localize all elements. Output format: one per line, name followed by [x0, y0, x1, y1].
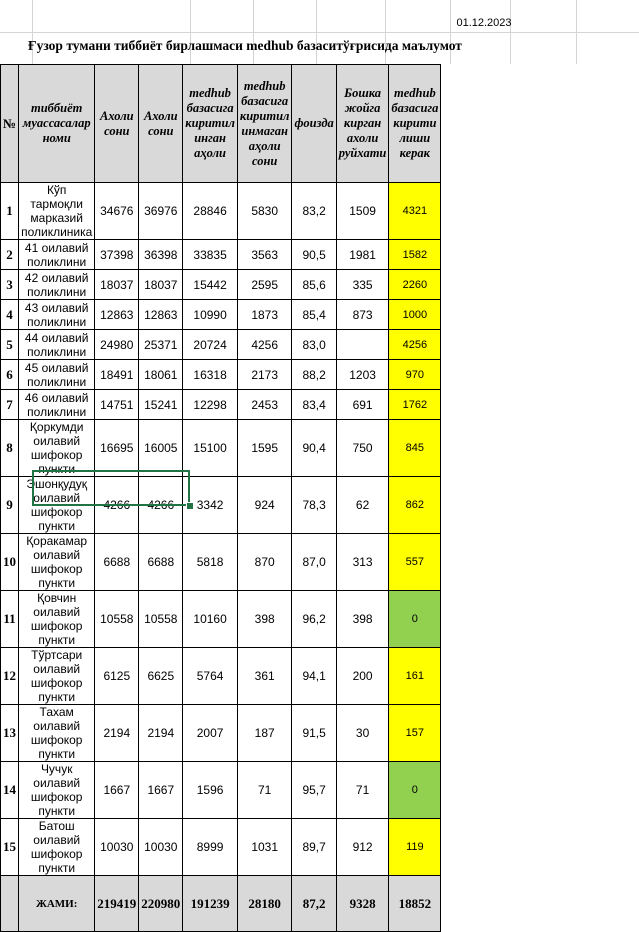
total-population-cell-2[interactable]: 220980	[139, 876, 183, 932]
percent-cell[interactable]: 87,0	[292, 534, 336, 591]
moved-cell[interactable]: 200	[336, 648, 389, 705]
population-cell-2[interactable]: 16005	[139, 420, 183, 477]
moved-cell[interactable]: 691	[336, 390, 389, 420]
institution-name-cell[interactable]: Батош оилавий шифокор пункти	[19, 819, 95, 876]
population-cell-2[interactable]: 6688	[139, 534, 183, 591]
percent-cell[interactable]: 83,0	[292, 330, 336, 360]
table-row	[1, 477, 441, 534]
to-enter-cell[interactable]: 157	[389, 705, 441, 762]
percent-cell[interactable]: 91,5	[292, 705, 336, 762]
row-number-cell[interactable]: 10	[1, 534, 19, 591]
population-cell-1[interactable]: 10030	[95, 819, 139, 876]
population-cell-2[interactable]: 36976	[139, 183, 183, 240]
entered-cell[interactable]: 15442	[183, 270, 238, 300]
population-cell-2[interactable]: 4266	[139, 477, 183, 534]
population-cell-2[interactable]: 1667	[139, 762, 183, 819]
not-entered-cell[interactable]: 2453	[237, 390, 292, 420]
row-number-cell[interactable]: 7	[1, 390, 19, 420]
entered-cell[interactable]: 20724	[183, 330, 238, 360]
entered-cell[interactable]: 12298	[183, 390, 238, 420]
moved-cell[interactable]: 71	[336, 762, 389, 819]
to-enter-cell[interactable]: 1582	[389, 240, 441, 270]
percent-cell[interactable]: 83,4	[292, 390, 336, 420]
entered-cell[interactable]: 3342	[183, 477, 238, 534]
moved-cell[interactable]: 1509	[336, 183, 389, 240]
row-number-cell[interactable]: 11	[1, 591, 19, 648]
institution-name-cell[interactable]: Тахам оилавий шифокор пункти	[19, 705, 95, 762]
population-cell-1[interactable]: 18491	[95, 360, 139, 390]
not-entered-cell[interactable]: 2595	[237, 270, 292, 300]
moved-cell[interactable]: 398	[336, 591, 389, 648]
population-cell-2[interactable]: 2194	[139, 705, 183, 762]
entered-cell[interactable]: 33835	[183, 240, 238, 270]
percent-cell[interactable]: 83,2	[292, 183, 336, 240]
population-cell-2[interactable]: 10558	[139, 591, 183, 648]
table-row	[1, 390, 441, 420]
population-cell-2[interactable]: 12863	[139, 300, 183, 330]
not-entered-cell[interactable]: 71	[237, 762, 292, 819]
percent-cell[interactable]: 90,4	[292, 420, 336, 477]
gridline	[0, 32, 639, 33]
to-enter-cell[interactable]: 1762	[389, 390, 441, 420]
population-cell-1[interactable]: 6688	[95, 534, 139, 591]
percent-cell[interactable]: 94,1	[292, 648, 336, 705]
total-entered-cell[interactable]: 191239	[183, 876, 238, 932]
row-number-cell[interactable]: 5	[1, 330, 19, 360]
entered-cell[interactable]: 8999	[183, 819, 238, 876]
not-entered-cell[interactable]: 870	[237, 534, 292, 591]
table-row	[1, 240, 441, 270]
not-entered-cell[interactable]: 5830	[237, 183, 292, 240]
population-cell-1[interactable]: 2194	[95, 705, 139, 762]
table-row	[1, 330, 441, 360]
population-cell-1[interactable]: 12863	[95, 300, 139, 330]
entered-cell[interactable]: 28846	[183, 183, 238, 240]
population-cell-2[interactable]: 25371	[139, 330, 183, 360]
not-entered-cell[interactable]: 1595	[237, 420, 292, 477]
institution-name-cell[interactable]: Кўп тармоқли марказий поликлиника	[19, 183, 95, 240]
moved-cell[interactable]	[336, 330, 389, 360]
population-cell-2[interactable]: 10030	[139, 819, 183, 876]
total-moved-cell[interactable]: 9328	[336, 876, 389, 932]
table-row	[1, 705, 441, 762]
row-number-cell[interactable]: 2	[1, 240, 19, 270]
percent-cell[interactable]: 95,7	[292, 762, 336, 819]
institution-name-cell[interactable]: Тўртсари оилавий шифокор пункти	[19, 648, 95, 705]
row-number-cell[interactable]: 3	[1, 270, 19, 300]
total-not-entered-cell[interactable]: 28180	[237, 876, 292, 932]
not-entered-cell[interactable]: 1873	[237, 300, 292, 330]
population-cell-1[interactable]: 34676	[95, 183, 139, 240]
percent-cell[interactable]: 88,2	[292, 360, 336, 390]
entered-cell[interactable]: 10990	[183, 300, 238, 330]
table-row	[1, 300, 441, 330]
sheet-title[interactable]: Ғузор тумани тиббиёт бирлашмаси medhub базаситўғрисида маълумот	[28, 38, 462, 53]
institution-name-cell[interactable]: 42 оилавий поликлини	[19, 270, 95, 300]
moved-cell[interactable]: 62	[336, 477, 389, 534]
institution-name-cell[interactable]: Қоракамар оилавий шифокор пункти	[19, 534, 95, 591]
institution-name-cell[interactable]: 41 оилавий поликлини	[19, 240, 95, 270]
moved-cell[interactable]: 30	[336, 705, 389, 762]
population-cell-1[interactable]: 14751	[95, 390, 139, 420]
population-cell-2[interactable]: 36398	[139, 240, 183, 270]
population-cell-1[interactable]: 37398	[95, 240, 139, 270]
to-enter-cell[interactable]: 161	[389, 648, 441, 705]
moved-cell[interactable]: 1981	[336, 240, 389, 270]
percent-cell[interactable]: 90,5	[292, 240, 336, 270]
row-number-cell[interactable]: 12	[1, 648, 19, 705]
row-number-cell[interactable]: 9	[1, 477, 19, 534]
to-enter-cell[interactable]: 0	[389, 591, 441, 648]
not-entered-cell[interactable]: 398	[237, 591, 292, 648]
table-row	[1, 183, 441, 240]
row-number-cell[interactable]: 4	[1, 300, 19, 330]
moved-cell[interactable]: 313	[336, 534, 389, 591]
total-to-enter-cell[interactable]: 18852	[389, 876, 441, 932]
to-enter-cell[interactable]: 862	[389, 477, 441, 534]
not-entered-cell[interactable]: 187	[237, 705, 292, 762]
population-cell-1[interactable]: 6125	[95, 648, 139, 705]
percent-cell[interactable]: 89,7	[292, 819, 336, 876]
not-entered-cell[interactable]: 2173	[237, 360, 292, 390]
total-percent-cell[interactable]: 87,2	[292, 876, 336, 932]
to-enter-cell[interactable]: 4256	[389, 330, 441, 360]
percent-cell[interactable]: 85,6	[292, 270, 336, 300]
to-enter-cell[interactable]: 845	[389, 420, 441, 477]
header-cell-to-enter[interactable]: medhub базасига кирити лиши керак	[389, 65, 441, 183]
row-number-cell[interactable]: 13	[1, 705, 19, 762]
to-enter-cell[interactable]: 0	[389, 762, 441, 819]
to-enter-cell[interactable]: 2260	[389, 270, 441, 300]
moved-cell[interactable]: 1203	[336, 360, 389, 390]
table-row	[1, 591, 441, 648]
population-cell-2[interactable]: 15241	[139, 390, 183, 420]
header-cell-entered[interactable]: medhub базасига киритил инган аҳоли	[183, 65, 238, 183]
header-cell-population-1[interactable]: Ахоли сони	[95, 65, 139, 183]
entered-cell[interactable]: 5818	[183, 534, 238, 591]
data-table	[0, 64, 441, 932]
header-cell-moved[interactable]: Бошка жойга кирган ахоли руйхати	[336, 65, 389, 183]
not-entered-cell[interactable]: 4256	[237, 330, 292, 360]
to-enter-cell[interactable]: 4321	[389, 183, 441, 240]
population-cell-1[interactable]: 1667	[95, 762, 139, 819]
population-cell-1[interactable]: 4266	[95, 477, 139, 534]
not-entered-cell[interactable]: 3563	[237, 240, 292, 270]
institution-name-cell[interactable]: Қоркумди оилавий шифокор пункти	[19, 420, 95, 477]
header-cell-not-entered[interactable]: medhub базасига киритил инмаган аҳоли сони	[237, 65, 292, 183]
entered-cell[interactable]: 2007	[183, 705, 238, 762]
institution-name-cell[interactable]: 43 оилавий поликлини	[19, 300, 95, 330]
institution-name-cell[interactable]: Чучук оилавий шифокор пункти	[19, 762, 95, 819]
to-enter-cell[interactable]: 119	[389, 819, 441, 876]
population-cell-2[interactable]: 18061	[139, 360, 183, 390]
row-number-cell[interactable]: 8	[1, 420, 19, 477]
table-row	[1, 819, 441, 876]
to-enter-cell[interactable]: 970	[389, 360, 441, 390]
institution-name-cell[interactable]: 44 оилавий поликлини	[19, 330, 95, 360]
table-row	[1, 420, 441, 477]
to-enter-cell[interactable]: 557	[389, 534, 441, 591]
total-row	[1, 876, 441, 932]
entered-cell[interactable]: 10160	[183, 591, 238, 648]
percent-cell[interactable]: 85,4	[292, 300, 336, 330]
population-cell-1[interactable]: 16695	[95, 420, 139, 477]
institution-name-cell[interactable]: 46 оилавий поликлини	[19, 390, 95, 420]
not-entered-cell[interactable]: 924	[237, 477, 292, 534]
institution-name-cell[interactable]: Эшонқудуқ оилавий шифокор пункти	[19, 477, 95, 534]
percent-cell[interactable]: 96,2	[292, 591, 336, 648]
entered-cell[interactable]: 5764	[183, 648, 238, 705]
moved-cell[interactable]: 873	[336, 300, 389, 330]
moved-cell[interactable]: 750	[336, 420, 389, 477]
total-blank-cell[interactable]	[1, 876, 19, 932]
row-number-cell[interactable]: 1	[1, 183, 19, 240]
entered-cell[interactable]: 16318	[183, 360, 238, 390]
entered-cell[interactable]: 1596	[183, 762, 238, 819]
header-cell-population-2[interactable]: Ахоли сони	[139, 65, 183, 183]
not-entered-cell[interactable]: 361	[237, 648, 292, 705]
population-cell-1[interactable]: 24980	[95, 330, 139, 360]
population-cell-1[interactable]: 10558	[95, 591, 139, 648]
table-row	[1, 534, 441, 591]
table-row	[1, 648, 441, 705]
not-entered-cell[interactable]: 1031	[237, 819, 292, 876]
population-cell-2[interactable]: 6625	[139, 648, 183, 705]
report-date[interactable]: 01.12.2023	[456, 17, 512, 29]
population-cell-1[interactable]: 18037	[95, 270, 139, 300]
table-row	[1, 762, 441, 819]
fill-handle[interactable]	[186, 502, 194, 510]
moved-cell[interactable]: 335	[336, 270, 389, 300]
institution-name-cell[interactable]: Қовчин оилавий шифокор пункти	[19, 591, 95, 648]
row-number-cell[interactable]: 6	[1, 360, 19, 390]
table-row	[1, 270, 441, 300]
entered-cell[interactable]: 15100	[183, 420, 238, 477]
header-cell-number[interactable]: №	[1, 65, 19, 183]
header-cell-institution[interactable]: тиббиёт муассасалар номи	[19, 65, 95, 183]
total-population-cell-1[interactable]: 219419	[95, 876, 139, 932]
row-number-cell[interactable]: 15	[1, 819, 19, 876]
moved-cell[interactable]: 912	[336, 819, 389, 876]
table-row	[1, 360, 441, 390]
total-label-cell[interactable]: ЖАМИ:	[19, 876, 95, 932]
percent-cell[interactable]: 78,3	[292, 477, 336, 534]
header-row	[1, 65, 441, 183]
header-cell-percent[interactable]: фоизда	[292, 65, 336, 183]
institution-name-cell[interactable]: 45 оилавий поликлини	[19, 360, 95, 390]
to-enter-cell[interactable]: 1000	[389, 300, 441, 330]
population-cell-2[interactable]: 18037	[139, 270, 183, 300]
row-number-cell[interactable]: 14	[1, 762, 19, 819]
